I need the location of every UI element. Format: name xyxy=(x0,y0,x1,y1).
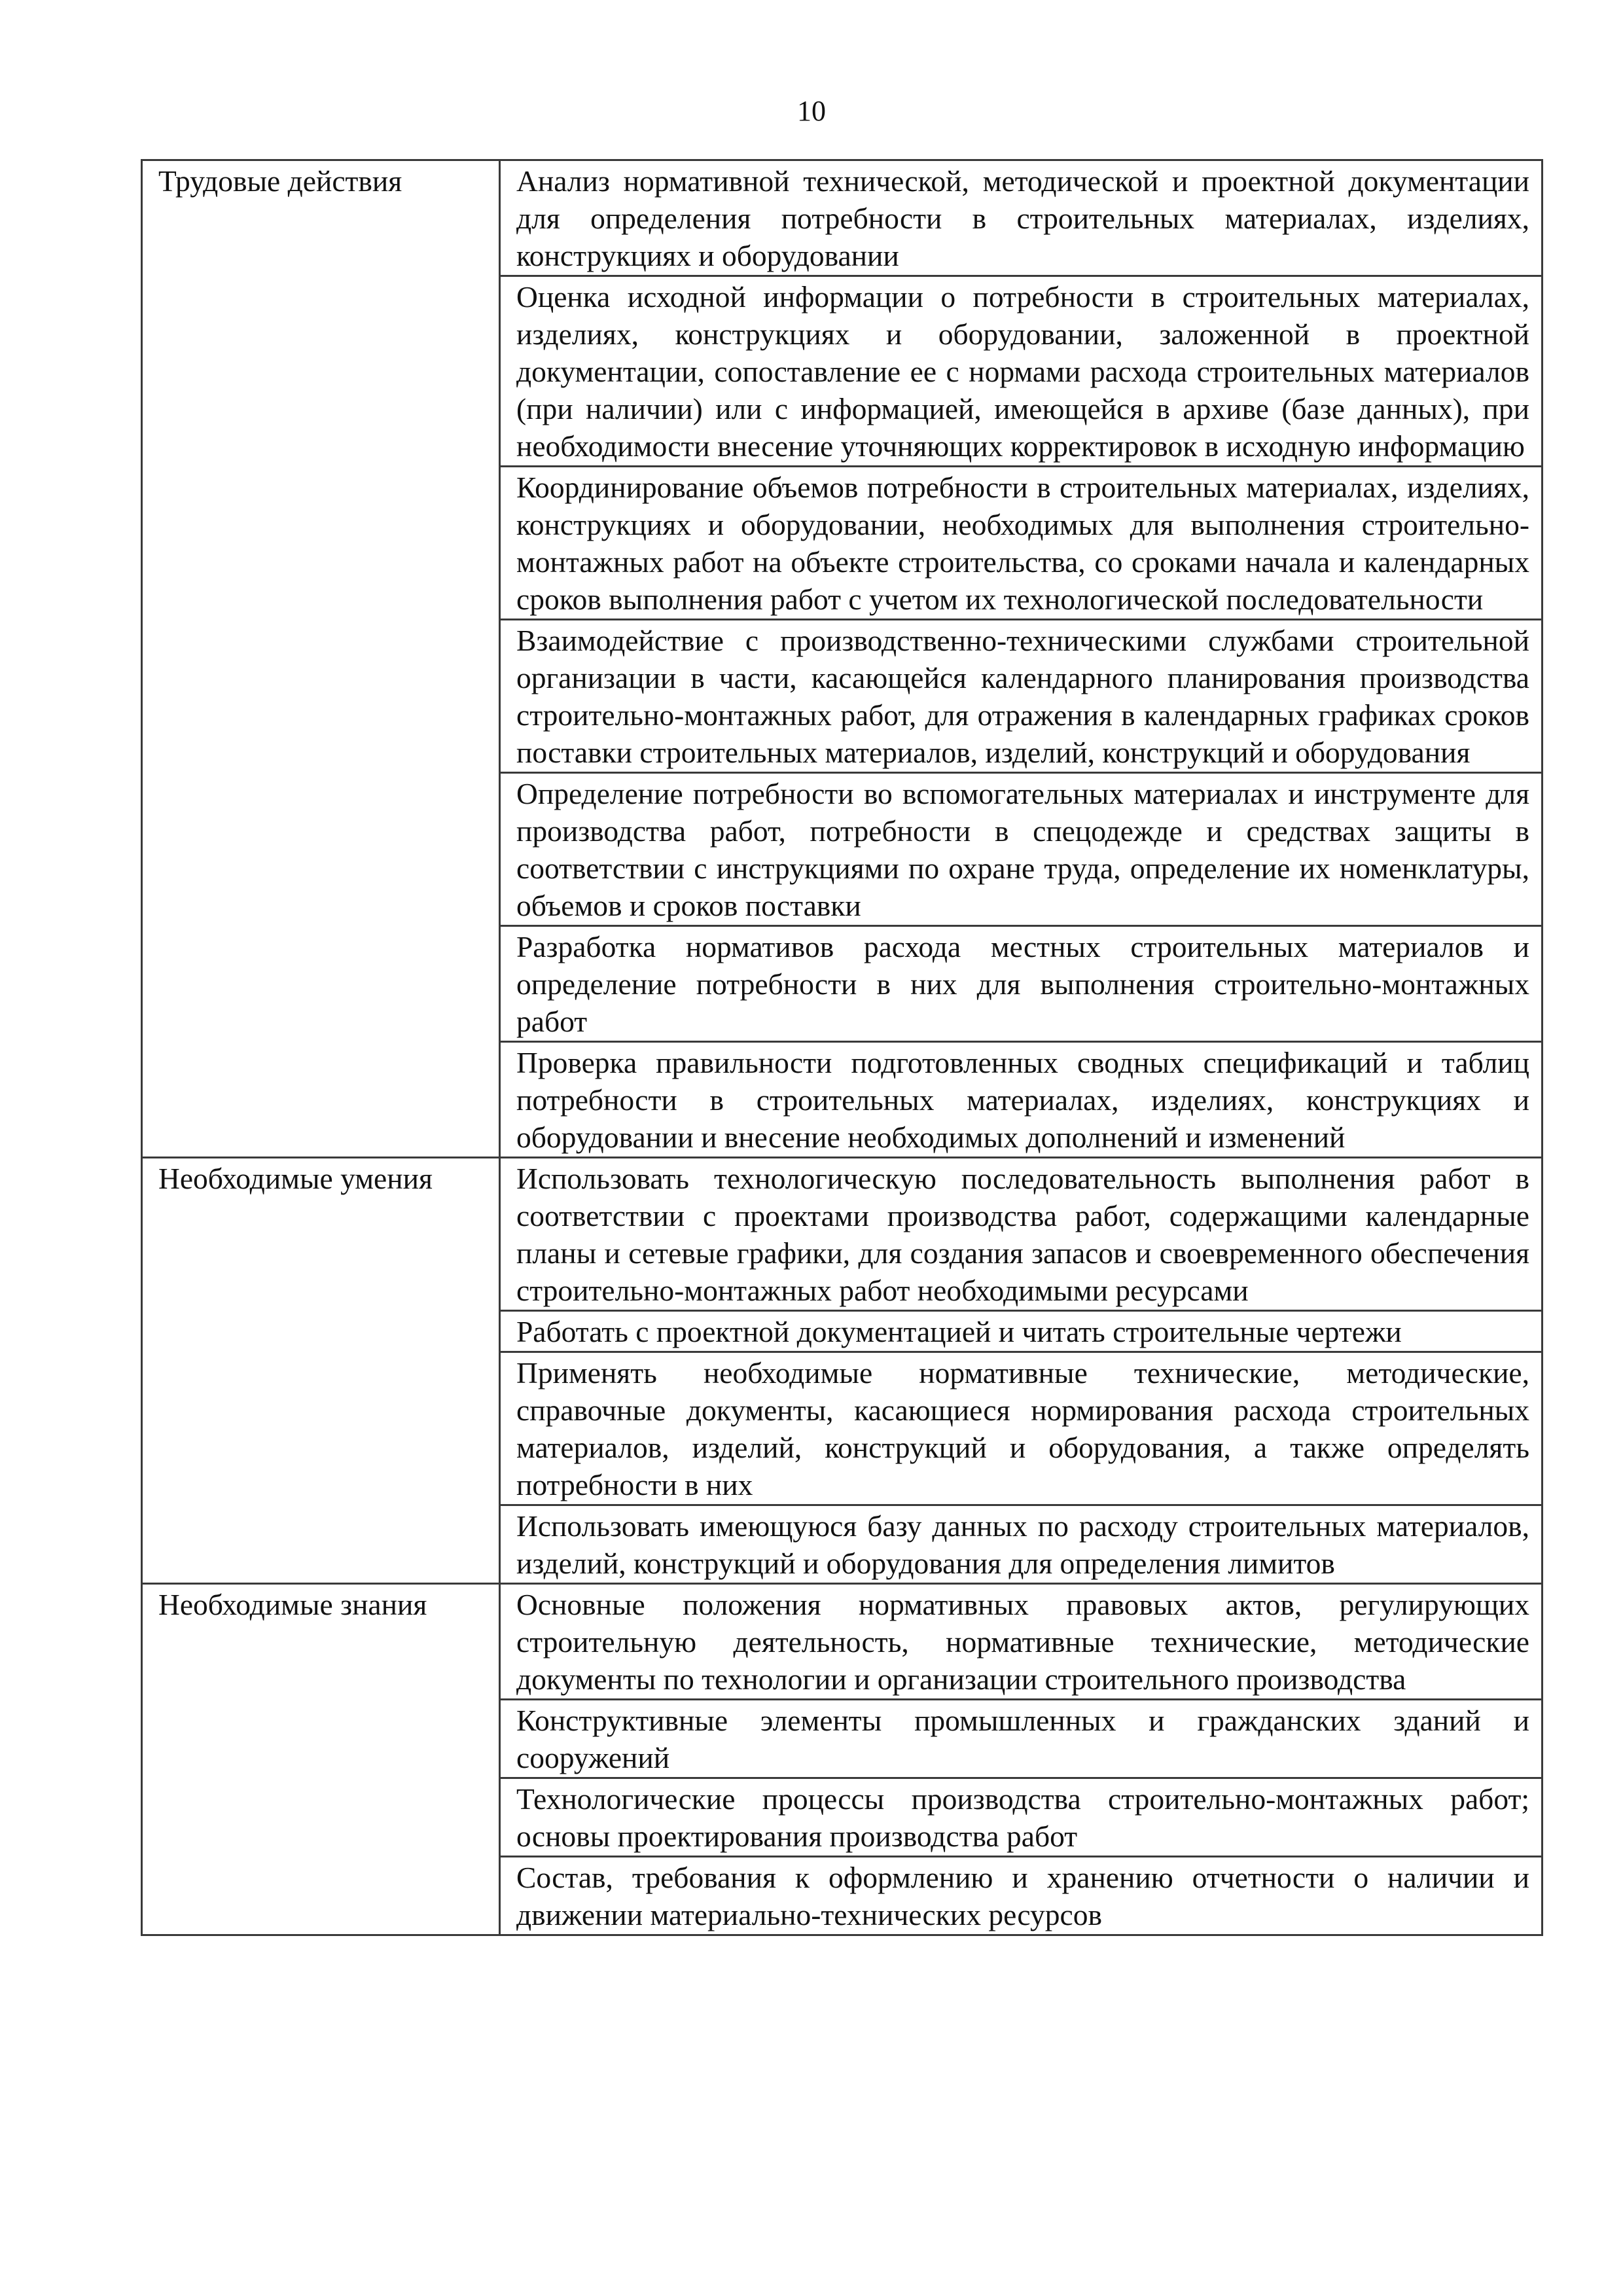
table-cell-item: Конструктивные элементы промышленных и гражданских зданий и сооружений xyxy=(500,1700,1543,1778)
table-cell-item: Взаимодействие с производственно-техническими службами строительной организации в части, касающейся календарного планирования производства строительно-монтажных работ, для отражения в календарных графиках сроков поставки строительных материалов, изделий, конструкций и оборудования xyxy=(500,620,1543,773)
table-cell-item: Координирование объемов потребности в строительных материалах, изделиях, конструкциях и оборудовании, необходимых для выполнения строительно-монтажных работ на объекте строительства, со сроками начала и календарных сроков выполнения работ с учетом их технологической последовательности xyxy=(500,467,1543,620)
competency-table xyxy=(141,159,1543,1936)
page-number: 10 xyxy=(797,95,826,127)
table-cell-item: Технологические процессы производства строительно-монтажных работ; основы проектирования производства работ xyxy=(500,1778,1543,1857)
section-label-required-skills: Необходимые умения xyxy=(142,1158,500,1584)
table-cell-item: Определение потребности во вспомогательных материалах и инструменте для производства работ, потребности в спецодежде и средствах защиты в соответствии с инструкциями по охране труда, определение их номенклатуры, объемов и сроков поставки xyxy=(500,773,1543,926)
table-cell-item: Применять необходимые нормативные технические, методические, справочные документы, касающиеся нормирования расхода строительных материалов, изделий, конструкций и оборудования, а также определять потребности в них xyxy=(500,1352,1543,1505)
table-cell-item: Состав, требования к оформлению и хранению отчетности о наличии и движении материально-технических ресурсов xyxy=(500,1857,1543,1935)
table-row xyxy=(142,1584,1543,1700)
table-cell-item: Основные положения нормативных правовых актов, регулирующих строительную деятельность, нормативные технические, методические документы по технологии и организации строительного производства xyxy=(500,1584,1543,1700)
table-cell-item: Использовать имеющуюся базу данных по расходу строительных материалов, изделий, конструкций и оборудования для определения лимитов xyxy=(500,1505,1543,1584)
table-cell-item: Разработка нормативов расхода местных строительных материалов и определение потребности в них для выполнения строительно-монтажных работ xyxy=(500,926,1543,1042)
table-cell-item: Использовать технологическую последовательность выполнения работ в соответствии с проектами производства работ, содержащими календарные планы и сетевые графики, для создания запасов и своевременного обеспечения строительно-монтажных работ необходимыми ресурсами xyxy=(500,1158,1543,1311)
section-label-required-knowledge: Необходимые знания xyxy=(142,1584,500,1935)
table-cell-item: Оценка исходной информации о потребности в строительных материалах, изделиях, конструкциях и оборудовании, заложенной в проектной документации, сопоставление ее с нормами расхода строительных материалов (при наличии) или с информацией, имеющейся в архиве (базе данных), при необходимости внесение уточняющих корректировок в исходную информацию xyxy=(500,276,1543,467)
table-row xyxy=(142,1158,1543,1311)
table-cell-item: Проверка правильности подготовленных сводных спецификаций и таблиц потребности в строительных материалах, изделиях, конструкциях и оборудовании и внесение необходимых дополнений и изменений xyxy=(500,1042,1543,1158)
table-cell-item: Анализ нормативной технической, методической и проектной документации для определения потребности в строительных материалах, изделиях, конструкциях и оборудовании xyxy=(500,160,1543,276)
section-label-labor-actions: Трудовые действия xyxy=(142,160,500,1158)
table-cell-item: Работать с проектной документацией и читать строительные чертежи xyxy=(500,1311,1543,1352)
table-row xyxy=(142,160,1543,276)
